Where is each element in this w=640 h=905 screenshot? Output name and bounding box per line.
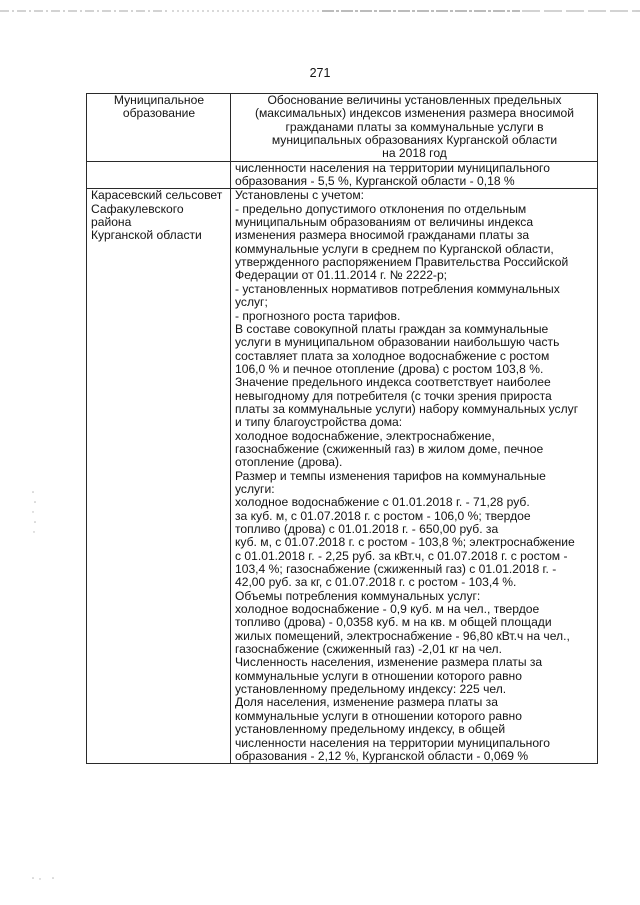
header-line: образование xyxy=(122,106,196,121)
text-line: холодное водоснабжение, электроснабжение, xyxy=(235,428,495,443)
text-line: 42,00 руб. за кг, с 01.07.2018 г. с ростом - 103,4 %. xyxy=(235,575,517,590)
text-line: услуг; xyxy=(235,295,268,310)
text-line: Сафакулевского xyxy=(91,201,184,216)
text-line: за куб. м, с 01.07.2018 г. с ростом - 106,0 %; твердое xyxy=(235,508,531,523)
text-line: коммунальные услуги в отношении которого равно xyxy=(235,708,522,723)
text-line: численности населения на территории муниципального xyxy=(235,160,550,175)
cell-justification xyxy=(231,189,598,764)
text-line: изменения размера вносимой гражданами платы за xyxy=(235,228,530,243)
page-number: 271 xyxy=(309,66,331,80)
header-municipality xyxy=(87,94,231,162)
text-line: 103,4 %; газоснабжение (сжиженный газ) с 01.01.2018 г. - xyxy=(235,562,557,577)
text-line: установленному предельному индексу: 225 чел. xyxy=(235,682,507,697)
text-line: услуги в муниципальном образовании наибольшую часть xyxy=(235,335,560,350)
header-justification xyxy=(231,94,598,162)
cell-municipality xyxy=(87,189,231,764)
text-line: холодное водоснабжение - 0,9 куб. м на чел., твердое xyxy=(235,602,540,617)
header-line: гражданами платы за коммунальные услуги в xyxy=(285,119,544,134)
text-line: муниципальным образованиям от величины индекса xyxy=(235,215,534,230)
text-line: - установленных нормативов потребления коммунальных xyxy=(235,281,560,296)
text-line: газоснабжение (сжиженный газ) в жилом доме, печное xyxy=(235,441,544,456)
header-line: Муниципальное xyxy=(113,93,205,107)
text-line: Доля населения, изменение размера платы за xyxy=(235,695,498,710)
text-line: с 01.01.2018 г. - 2,25 руб. за кВт.ч, с 01.07.2018 г. с ростом - xyxy=(235,548,568,563)
text-line: образования - 5,5 %, Курганской области - 0,18 % xyxy=(235,174,515,189)
text-line: услуги: xyxy=(235,481,275,496)
text-line: Федерации от 01.11.2014 г. № 2222-р; xyxy=(235,268,448,283)
text-line: топливо (дрова) - 0,0358 куб. м на кв. м общей площади xyxy=(235,615,552,630)
header-line: (максимальных) индексов изменения размера вносимой xyxy=(254,106,575,121)
text-line: - прогнозного роста тарифов. xyxy=(235,308,401,323)
text-line: и типу благоустройства дома: xyxy=(235,415,403,430)
cell-continuation xyxy=(231,161,598,189)
text-line: куб. м, с 01.07.2018 г. с ростом - 103,8 %; электроснабжение xyxy=(235,535,575,550)
text-line: - предельно допустимого отклонения по отдельным xyxy=(235,201,527,216)
text-line: образования - 2,12 %, Курганской области - 0,069 % xyxy=(235,748,529,763)
header-line: муниципальных образованиях Курганской области xyxy=(271,133,558,148)
text-line: Установлены с учетом: xyxy=(235,188,364,203)
text-line: Размер и темпы изменения тарифов на коммунальные xyxy=(235,468,546,483)
text-line: топливо (дрова) с 01.01.2018 г. - 650,00 руб. за xyxy=(235,522,499,536)
text-line: Курганской области xyxy=(91,228,202,243)
text-line: Значение предельного индекса соответствует наиболее xyxy=(235,375,551,390)
text-line: Объемы потребления коммунальных услуг: xyxy=(235,588,481,603)
text-line: 106,0 % и печное отопление (дрова) с ростом 103,8 %. xyxy=(235,361,544,376)
header-line: Обоснование величины установленных предельных xyxy=(267,93,562,107)
text-line: Карасевский сельсовет xyxy=(91,188,223,203)
table-row-continuation xyxy=(87,161,598,189)
text-line: платы за коммунальные услуги) набору коммунальных услуг xyxy=(235,401,579,416)
text-line: невыгодному для потребителя (с точки зрения прироста xyxy=(235,388,552,403)
text-line: составляет плата за холодное водоснабжение с ростом xyxy=(235,348,550,363)
text-line: отопление (дрова). xyxy=(235,455,343,470)
text-line: В составе совокупной платы граждан за коммунальные xyxy=(235,321,549,336)
cell-empty xyxy=(87,161,231,189)
text-line: Численность населения, изменение размера платы за xyxy=(235,655,543,670)
text-line: коммунальные услуги в среднем по Курганской области, xyxy=(235,241,554,256)
text-line: газоснабжение (сжиженный газ) -2,01 кг на чел. xyxy=(235,642,502,657)
tariff-justification-table xyxy=(86,93,598,764)
table-header-row xyxy=(87,94,598,162)
text-line: района xyxy=(91,215,132,230)
text-line: холодное водоснабжение с 01.01.2018 г. - 71,28 руб. xyxy=(235,495,530,510)
header-line: на 2018 год xyxy=(382,146,447,161)
text-line: численности населения на территории муниципального xyxy=(235,735,550,750)
text-line: утвержденного распоряжением Правительства Российской xyxy=(235,255,569,270)
text-line: коммунальные услуги в отношении которого равно xyxy=(235,668,522,683)
text-line: жилых помещений, электроснабжение - 96,80 кВт.ч на чел., xyxy=(235,628,570,643)
table-row xyxy=(87,189,598,764)
text-line: установленному предельному индексу, в общей xyxy=(235,722,506,737)
